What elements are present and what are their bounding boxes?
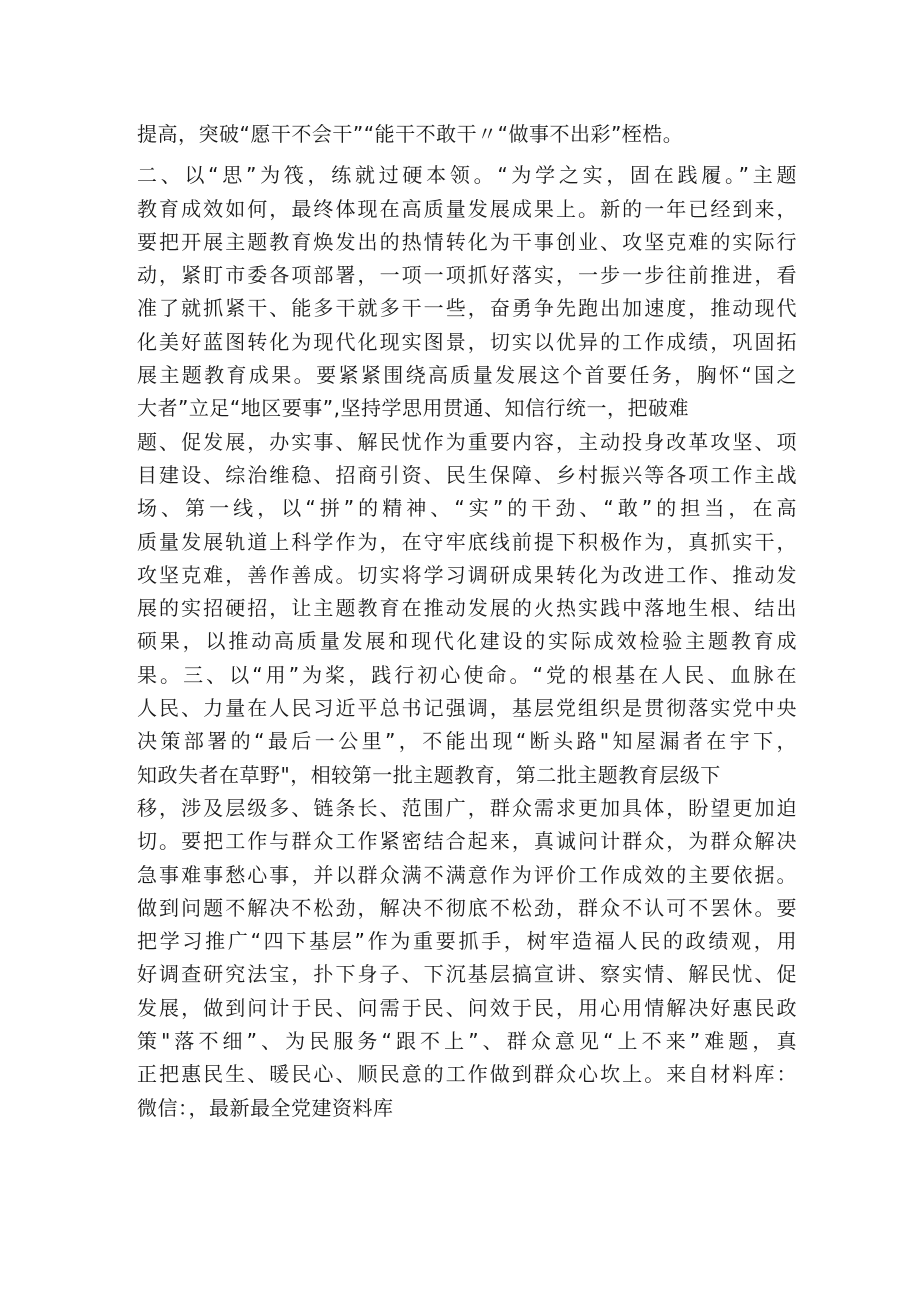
text-line: 微信：，最新最全党建资料库 bbox=[137, 1095, 394, 1120]
text-line: 发展，做到问计于民、问需于民、问效于民，用心用情解决好惠民政 bbox=[137, 995, 797, 1020]
text-line: 急事难事愁心事，并以群众满不满意作为评价工作成效的主要依据。 bbox=[137, 862, 797, 887]
text-line: 要把开展主题教育焕发出的热情转化为干事创业、攻坚克难的实际行 bbox=[137, 229, 797, 254]
text-line: 场、第一线，以“拼”的精神、“实”的干劲、“敢”的担当，在高 bbox=[137, 496, 797, 521]
text-line: 人民、力量在人民习近平总书记强调，基层党组织是贯彻落实党中央 bbox=[137, 696, 797, 721]
text-line: 硕果，以推动高质量发展和现代化建设的实际成效检验主题教育成 bbox=[137, 629, 797, 654]
text-line: 动，紧盯市委各项部署，一项一项抓好落实，一步一步往前推进，看 bbox=[137, 263, 797, 288]
text-line: 知政失者在草野"，相较第一批主题教育，第二批主题教育层级下 bbox=[137, 762, 721, 787]
text-line: 大者”立足“地区要事”,坚持学思用贯通、知信行统一，把破难 bbox=[137, 396, 689, 421]
text-line: 攻坚克难，善作善成。切实将学习调研成果转化为改进工作、推动发 bbox=[137, 562, 797, 587]
text-line: 果。三、以“用”为桨，践行初心使命。“党的根基在人民、血脉在 bbox=[137, 662, 797, 687]
paragraph-gap bbox=[137, 151, 797, 159]
text-line: 决策部署的“最后一公里”，不能出现“断头路"知屋漏者在宇下， bbox=[137, 729, 797, 754]
text-line: 做到问题不解决不松劲，解决不彻底不松劲，群众不认可不罢休。要 bbox=[137, 895, 797, 920]
text-line: 策"落不细”、为民服务“跟不上”、群众意见“上不来”难题，真 bbox=[137, 1029, 797, 1054]
text-line: 展的实招硬招，让主题教育在推动发展的火热实践中落地生根、结出 bbox=[137, 596, 797, 621]
text-line: 质量发展轨道上科学作为，在守牢底线前提下积极作为，真抓实干， bbox=[137, 529, 797, 554]
text-line: 移，涉及层级多、链条长、范围广，群众需求更加具体，盼望更加迫 bbox=[137, 795, 797, 820]
text-line: 好调查研究法宝，扑下身子、下沉基层搞宣讲、察实情、解民忧、促 bbox=[137, 962, 797, 987]
body-text bbox=[137, 118, 797, 1125]
text-line: 把学习推广“四下基层”作为重要抓手，树牢造福人民的政绩观，用 bbox=[137, 929, 797, 954]
text-line: 化美好蓝图转化为现代化现实图景，切实以优异的工作成绩，巩固拓 bbox=[137, 329, 797, 354]
text-line: 提高，突破“愿干不会干”“能干不敢干〃“做事不出彩”桎梏。 bbox=[137, 122, 684, 146]
text-line: 准了就抓紧干、能多干就多干一些，奋勇争先跑出加速度，推动现代 bbox=[137, 296, 797, 321]
text-line: 教育成效如何，最终体现在高质量发展成果上。新的一年已经到来， bbox=[137, 196, 797, 221]
text-line: 正把惠民生、暖民心、顺民意的工作做到群众心坎上。来自材料库： bbox=[137, 1062, 797, 1087]
text-line: 题、促发展，办实事、解民忧作为重要内容，主动投身改革攻坚、项 bbox=[137, 429, 797, 454]
text-line: 二、以“思”为筏，练就过硬本领。“为学之实，固在践履。”主题 bbox=[137, 163, 797, 188]
text-line: 切。要把工作与群众工作紧密结合起来，真诚问计群众，为群众解决 bbox=[137, 829, 797, 854]
text-line: 展主题教育成果。要紧紧围绕高质量发展这个首要任务，胸怀“国之 bbox=[137, 363, 797, 388]
text-line: 目建设、综治维稳、招商引资、民生保障、乡村振兴等各项工作主战 bbox=[137, 462, 797, 487]
